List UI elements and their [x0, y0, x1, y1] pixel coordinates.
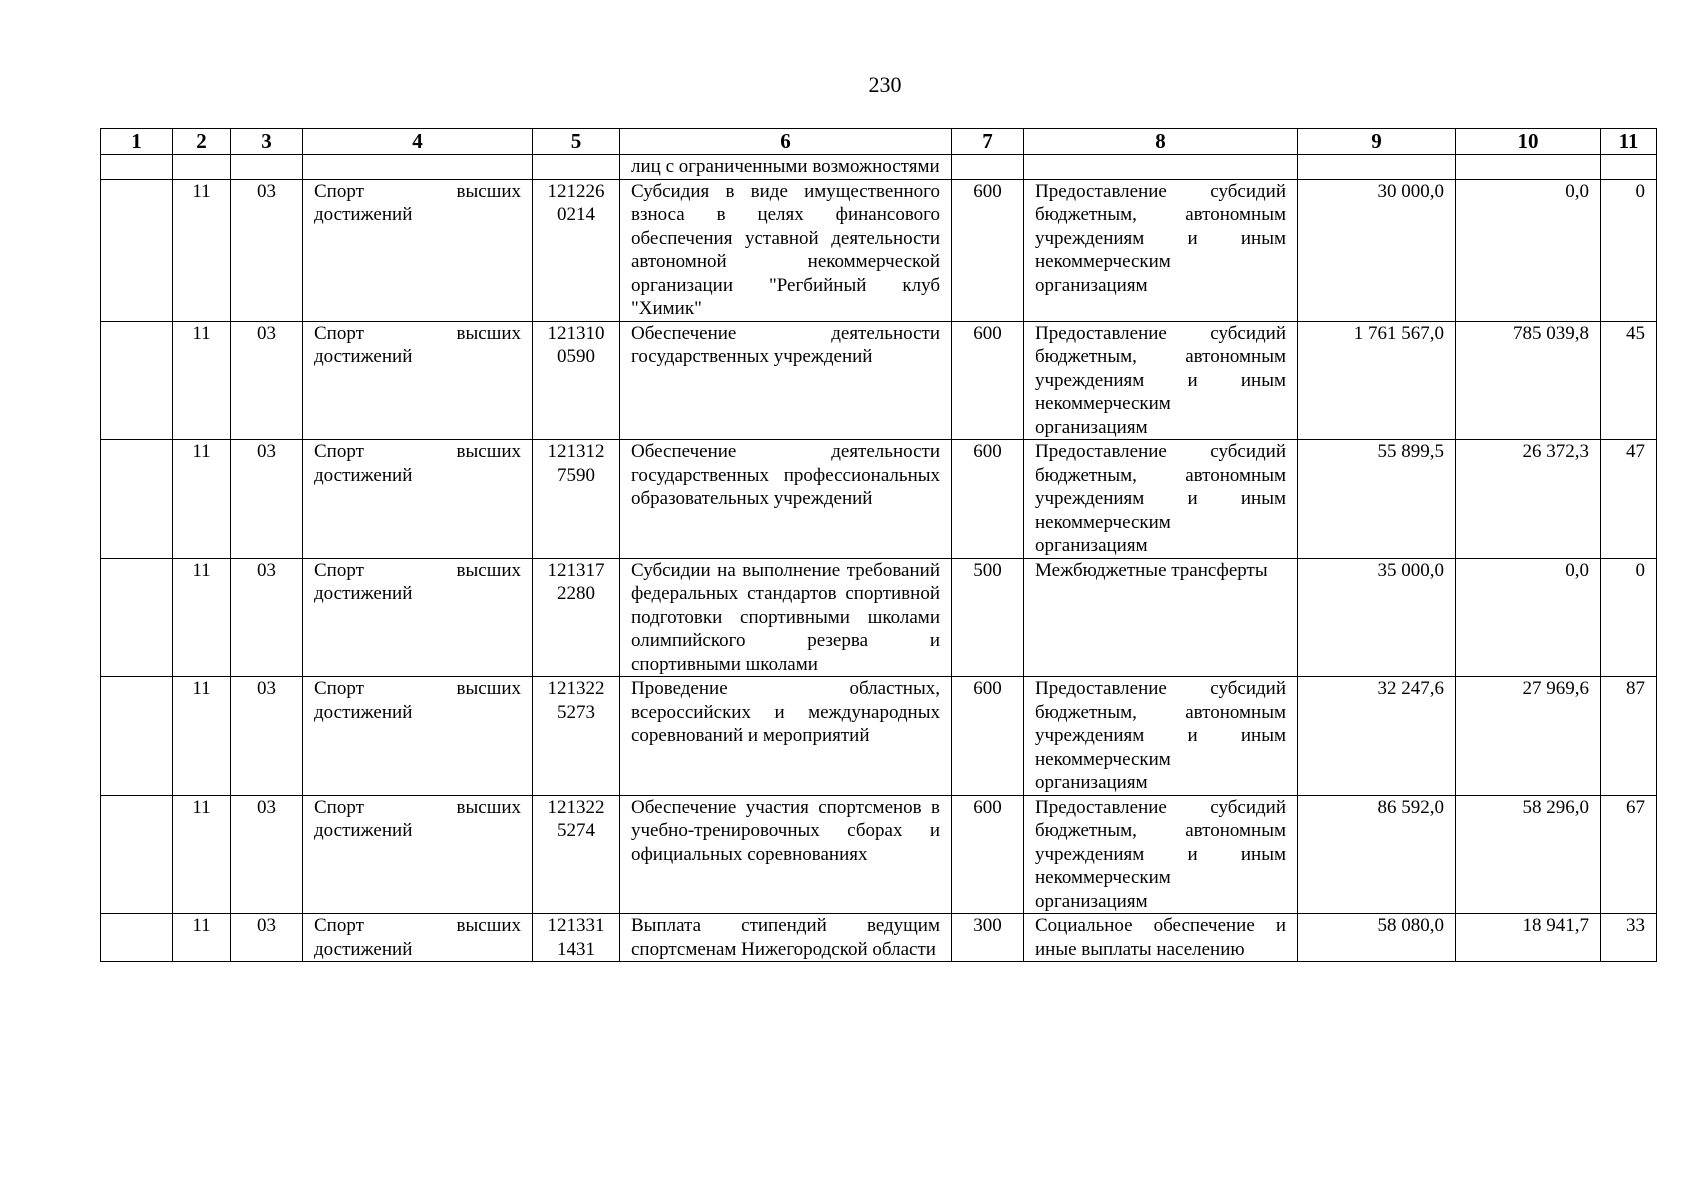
- budget-table: [100, 128, 1657, 962]
- subsection-code-cell: 03: [231, 558, 303, 677]
- column-header: 2: [173, 129, 231, 155]
- col1-cell: [101, 914, 173, 962]
- percent-cell: 87: [1601, 677, 1657, 796]
- section-code-cell: 11: [173, 179, 231, 321]
- header-row: [101, 129, 1657, 155]
- planned-amount-cell: 32 247,6: [1298, 677, 1456, 796]
- col1-cell: [101, 179, 173, 321]
- subsection-code-cell: 03: [231, 677, 303, 796]
- column-header: 4: [303, 129, 533, 155]
- table-row: [101, 179, 1657, 321]
- expense-type-name-cell: Межбюджетные трансферты: [1024, 558, 1298, 677]
- table-row: [101, 558, 1657, 677]
- planned-amount-cell: 35 000,0: [1298, 558, 1456, 677]
- col1-cell: [101, 677, 173, 796]
- section-code-cell: 11: [173, 558, 231, 677]
- subsection-code-cell: 03: [231, 440, 303, 559]
- description-cell: Обеспечение участия спортсменов в учебно-тренировочных сборах и официальных соревнованиях: [620, 795, 952, 914]
- expense-type-name-cell: Предоставление субсидий бюджетным, автономным учреждениям и иным некоммерческим организациям: [1024, 440, 1298, 559]
- planned-amount-cell: 30 000,0: [1298, 179, 1456, 321]
- percent-cell: 0: [1601, 558, 1657, 677]
- column-header: 7: [952, 129, 1024, 155]
- target-code-cell: 1213172280: [533, 558, 620, 677]
- expense-type-name-cell: Предоставление субсидий бюджетным, автономным учреждениям и иным некоммерческим организациям: [1024, 795, 1298, 914]
- table-row: [101, 440, 1657, 559]
- executed-amount-cell: 26 372,3: [1456, 440, 1601, 559]
- col1-cell: [101, 558, 173, 677]
- section-code-cell: 11: [173, 440, 231, 559]
- percent-cell: 47: [1601, 440, 1657, 559]
- percent-cell: 45: [1601, 321, 1657, 440]
- subsection-code-cell: 03: [231, 179, 303, 321]
- target-code-cell: 1213100590: [533, 321, 620, 440]
- column-header: 1: [101, 129, 173, 155]
- expense-type-code-cell: 500: [952, 558, 1024, 677]
- expense-type-code-cell: 600: [952, 321, 1024, 440]
- planned-amount-cell: 1 761 567,0: [1298, 321, 1456, 440]
- expense-type-code-cell: 600: [952, 179, 1024, 321]
- target-code-cell: 1213225274: [533, 795, 620, 914]
- description-cell: Субсидия в виде имущественного взноса в целях финансового обеспечения уставной деятельности автономной некоммерческой организации "Регбийный клуб "Химик": [620, 179, 952, 321]
- expense-type-code-cell: 600: [952, 677, 1024, 796]
- col1-cell: [101, 321, 173, 440]
- table-row: [101, 321, 1657, 440]
- subsection-code-cell: 03: [231, 321, 303, 440]
- page-number: 230: [868, 72, 902, 97]
- executed-amount-cell: 785 039,8: [1456, 321, 1601, 440]
- column-header: 6: [620, 129, 952, 155]
- description-cell: Выплата стипендий ведущим спортсменам Нижегородской области: [620, 914, 952, 962]
- expense-type-code-cell: 300: [952, 914, 1024, 962]
- description-cell: Обеспечение деятельности государственных учреждений: [620, 321, 952, 440]
- subsection-code-cell: 03: [231, 914, 303, 962]
- table-row: [101, 914, 1657, 962]
- executed-amount-cell: 0,0: [1456, 179, 1601, 321]
- description-cell: Субсидии на выполнение требований федеральных стандартов спортивной подготовки спортивными школами олимпийского резерва и спортивными школами: [620, 558, 952, 677]
- executed-amount-cell: 58 296,0: [1456, 795, 1601, 914]
- column-header: 3: [231, 129, 303, 155]
- executed-amount-cell: 0,0: [1456, 558, 1601, 677]
- expense-type-code-cell: 600: [952, 795, 1024, 914]
- section-name-cell: Спорт высших достижений: [303, 558, 533, 677]
- section-name-cell: Спорт высших достижений: [303, 179, 533, 321]
- description-cell: лиц с ограниченными возможностями: [620, 155, 952, 180]
- description-cell: Проведение областных, всероссийских и международных соревнований и мероприятий: [620, 677, 952, 796]
- section-name-cell: Спорт высших достижений: [303, 440, 533, 559]
- col1-cell: [101, 795, 173, 914]
- target-code-cell: 1213225273: [533, 677, 620, 796]
- section-name-cell: Спорт высших достижений: [303, 321, 533, 440]
- column-header: 8: [1024, 129, 1298, 155]
- section-code-cell: 11: [173, 677, 231, 796]
- table-row: [101, 795, 1657, 914]
- percent-cell: 67: [1601, 795, 1657, 914]
- expense-type-name-cell: Предоставление субсидий бюджетным, автономным учреждениям и иным некоммерческим организациям: [1024, 179, 1298, 321]
- expense-type-name-cell: Предоставление субсидий бюджетным, автономным учреждениям и иным некоммерческим организациям: [1024, 321, 1298, 440]
- expense-type-name-cell: Социальное обеспечение и иные выплаты населению: [1024, 914, 1298, 962]
- target-code-cell: 1213127590: [533, 440, 620, 559]
- section-code-cell: 11: [173, 321, 231, 440]
- column-header: 9: [1298, 129, 1456, 155]
- table-row: [101, 677, 1657, 796]
- section-code-cell: 11: [173, 795, 231, 914]
- expense-type-name-cell: Предоставление субсидий бюджетным, автономным учреждениям и иным некоммерческим организациям: [1024, 677, 1298, 796]
- section-name-cell: Спорт высших достижений: [303, 677, 533, 796]
- col1-cell: [101, 440, 173, 559]
- percent-cell: 33: [1601, 914, 1657, 962]
- planned-amount-cell: 86 592,0: [1298, 795, 1456, 914]
- subsection-code-cell: 03: [231, 795, 303, 914]
- continuation-row: [101, 155, 1657, 180]
- column-header: 5: [533, 129, 620, 155]
- target-code-cell: 1212260214: [533, 179, 620, 321]
- planned-amount-cell: 58 080,0: [1298, 914, 1456, 962]
- target-code-cell: 1213311431: [533, 914, 620, 962]
- section-name-cell: Спорт высших достижений: [303, 795, 533, 914]
- description-cell: Обеспечение деятельности государственных профессиональных образовательных учреждений: [620, 440, 952, 559]
- expense-type-code-cell: 600: [952, 440, 1024, 559]
- column-header: 10: [1456, 129, 1601, 155]
- section-name-cell: Спорт высших достижений: [303, 914, 533, 962]
- section-code-cell: 11: [173, 914, 231, 962]
- column-header: 11: [1601, 129, 1657, 155]
- executed-amount-cell: 18 941,7: [1456, 914, 1601, 962]
- executed-amount-cell: 27 969,6: [1456, 677, 1601, 796]
- planned-amount-cell: 55 899,5: [1298, 440, 1456, 559]
- percent-cell: 0: [1601, 179, 1657, 321]
